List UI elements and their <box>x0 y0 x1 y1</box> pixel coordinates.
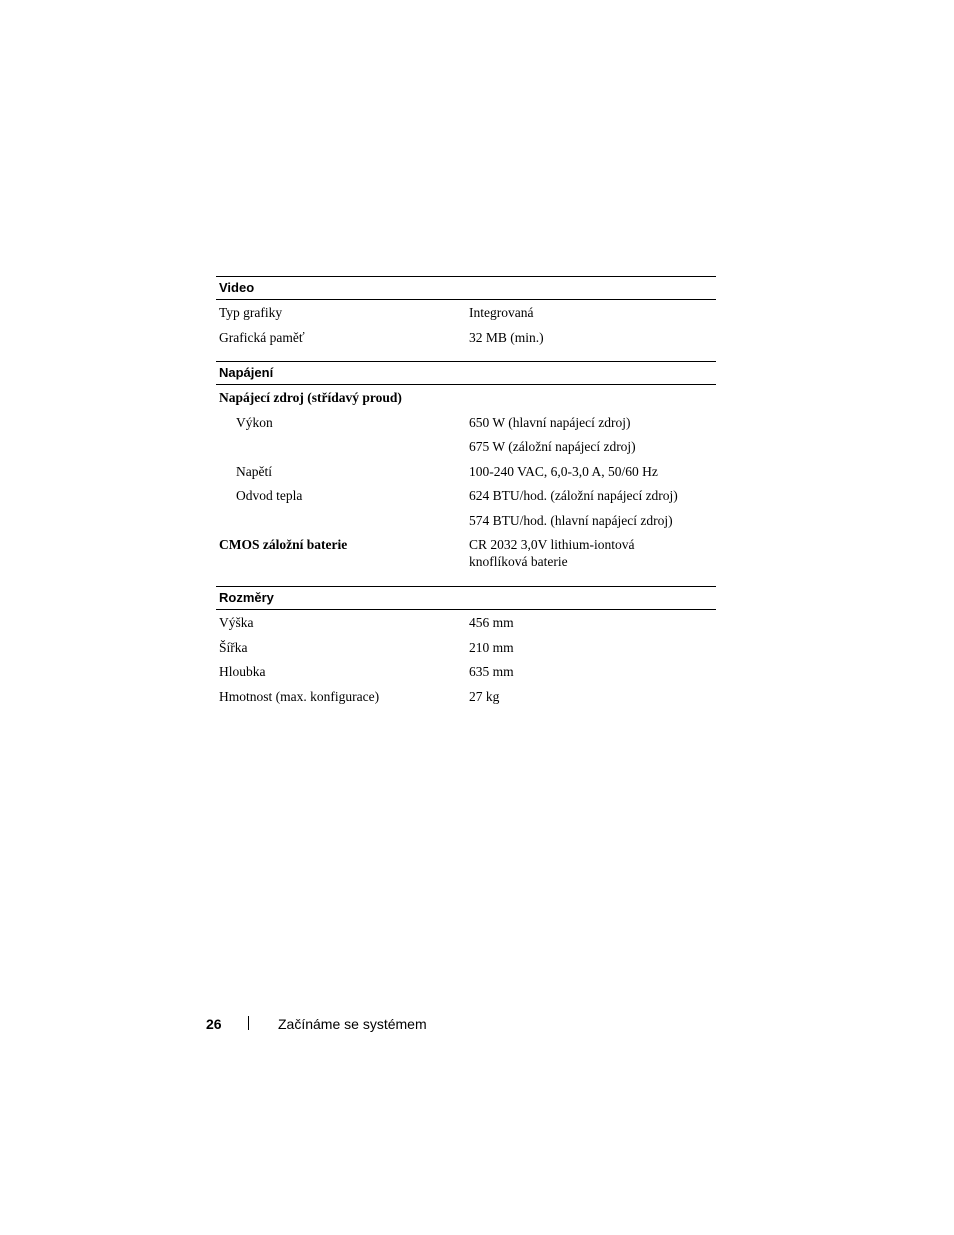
spec-row <box>216 612 716 637</box>
spec-row <box>216 327 716 352</box>
spec-value: 100-240 VAC, 6,0-3,0 A, 50/60 Hz <box>469 463 658 479</box>
spec-label <box>216 436 466 461</box>
spec-value-line: CR 2032 3,0V lithium-iontová <box>469 537 635 552</box>
spec-row <box>216 661 716 686</box>
spec-label: Šířka <box>219 639 248 655</box>
spec-value: 650 W (hlavní napájecí zdroj) <box>469 414 631 430</box>
spec-value-line: knoflíková baterie <box>469 554 568 569</box>
spec-row <box>216 485 716 510</box>
spec-label: Typ grafiky <box>219 305 283 320</box>
section-title: Video <box>216 276 716 300</box>
spec-value <box>466 387 716 412</box>
section-title: Rozměry <box>216 586 716 610</box>
section-title: Napájení <box>216 361 716 385</box>
spec-label: Hmotnost (max. konfigurace) <box>219 688 380 704</box>
spec-group-label: CMOS záložní baterie <box>219 537 348 552</box>
spec-row <box>216 302 716 327</box>
spec-label: Výška <box>219 615 254 630</box>
spec-row <box>216 461 716 486</box>
spec-group-label: Napájecí zdroj (střídavý proud) <box>219 390 402 405</box>
spec-value: 635 mm <box>469 664 514 679</box>
section-body <box>216 300 716 361</box>
spec-value: 27 kg <box>469 688 500 704</box>
chapter-title: Začínáme se systémem <box>278 1016 427 1032</box>
spec-row <box>216 436 716 461</box>
section-power <box>216 361 716 586</box>
spec-value: 456 mm <box>469 615 514 630</box>
section-body <box>216 385 716 586</box>
spec-label: Hloubka <box>219 664 266 679</box>
spec-value: 32 MB (min.) <box>469 329 544 345</box>
spec-row <box>216 387 716 412</box>
spec-value: 210 mm <box>469 639 514 655</box>
spec-label: Grafická paměť <box>219 329 305 345</box>
spec-value: 675 W (záložní napájecí zdroj) <box>469 439 636 454</box>
spec-row <box>216 510 716 535</box>
section-dimensions <box>216 586 716 720</box>
spec-row <box>216 686 716 711</box>
spec-row <box>216 637 716 662</box>
spec-label <box>216 510 466 535</box>
page-number: 26 <box>206 1016 222 1032</box>
spec-value: Integrovaná <box>469 305 534 320</box>
spec-row <box>216 534 716 576</box>
spec-label: Odvod tepla <box>236 488 303 503</box>
section-video <box>216 276 716 361</box>
spec-label: Výkon <box>236 414 273 430</box>
spec-value <box>466 534 716 576</box>
spec-row <box>216 412 716 437</box>
footer-separator <box>248 1016 249 1030</box>
spec-label: Napětí <box>236 463 272 479</box>
spec-value: 574 BTU/hod. (hlavní napájecí zdroj) <box>469 512 673 528</box>
spec-value: 624 BTU/hod. (záložní napájecí zdroj) <box>469 488 678 503</box>
spec-table <box>216 276 716 720</box>
section-body <box>216 610 716 720</box>
